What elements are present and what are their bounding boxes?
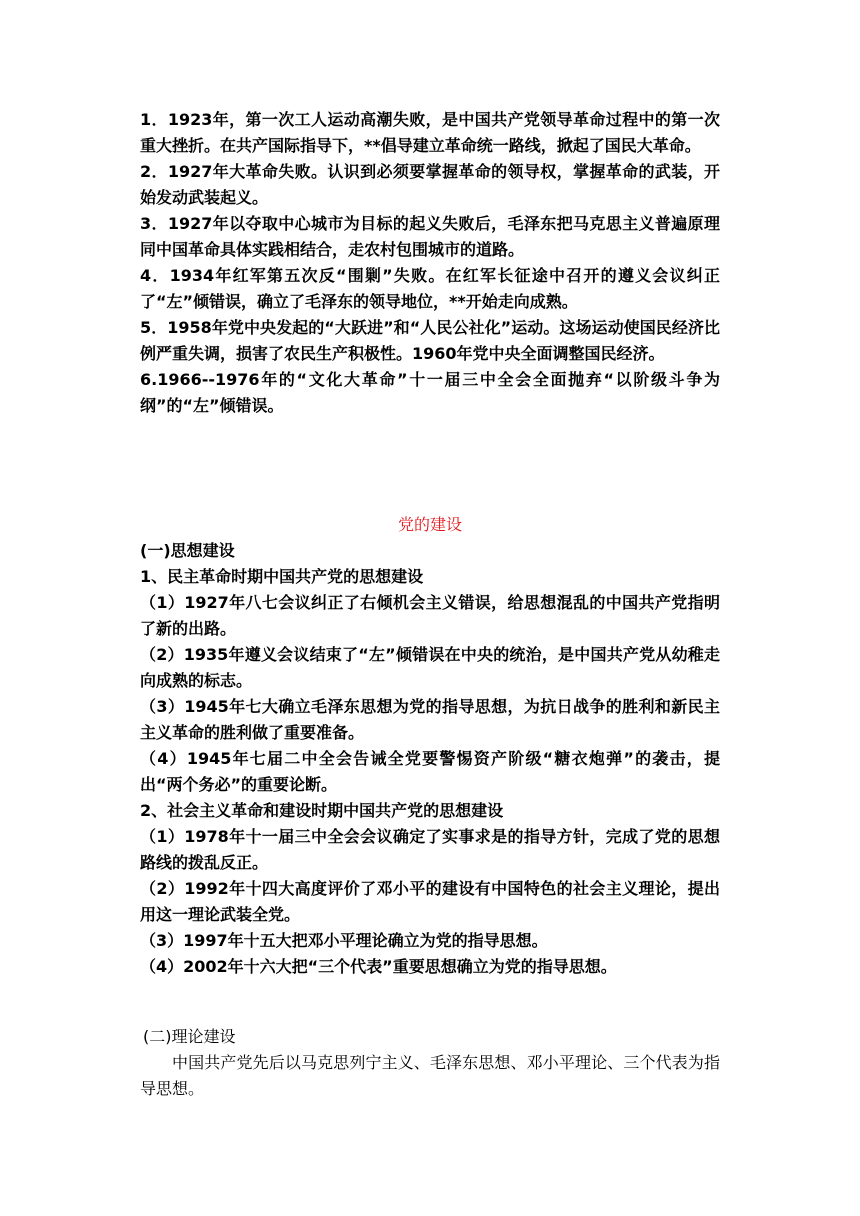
history-item-5: 5．1958年党中央发起的“大跃进”和“人民公社化”运动。这场运动使国民经济比例严重失调，损害了农民生产积极性。1960年党中央全面调整国民经济。 — [140, 318, 720, 363]
theory-section — [140, 1024, 720, 1102]
ideology-heading: (一)思想建设 — [140, 541, 235, 560]
history-list — [140, 107, 720, 419]
part1-item-1: （1）1927年八七会议纠正了右倾机会主义错误，给思想混乱的中国共产党指明了新的出路。 — [140, 593, 720, 638]
history-item-3: 3．1927年以夺取中心城市为目标的起义失败后，毛泽东把马克思主义普遍原理同中国革命具体实践相结合，走农村包围城市的道路。 — [140, 214, 720, 259]
section-title: 党的建设 — [397, 515, 462, 534]
history-item-6: 6.1966--1976年的“文化大革命”十一届三中全会全面抛弃“以阶级斗争为纲”的“左”倾错误。 — [140, 370, 720, 415]
part2-item-3: （3）1997年十五大把邓小平理论确立为党的指导思想。 — [140, 931, 548, 950]
theory-body: 中国共产党先后以马克思列宁主义、毛泽东思想、邓小平理论、三个代表为指导思想。 — [140, 1053, 720, 1098]
part2-item-2: （2）1992年十四大高度评价了邓小平的建设有中国特色的社会主义理论，提出用这一理论武装全党。 — [140, 879, 720, 924]
ideology-section — [140, 538, 720, 980]
part2-heading: 2、社会主义革命和建设时期中国共产党的思想建设 — [140, 801, 504, 820]
part1-heading: 1、民主革命时期中国共产党的思想建设 — [140, 567, 424, 586]
history-item-4: 4．1934年红军第五次反“围剿”失败。在红军长征途中召开的遵义会议纠正了“左”倾错误，确立了毛泽东的领导地位，**开始走向成熟。 — [140, 266, 720, 311]
part1-item-4: （4）1945年七届二中全会告诫全党要警惕资产阶级“糖衣炮弹”的袭击，提出“两个务必”的重要论断。 — [140, 749, 720, 794]
part1-item-2: （2）1935年遵义会议结束了“左”倾错误在中央的统治，是中国共产党从幼稚走向成熟的标志。 — [140, 645, 720, 690]
part1-item-3: （3）1945年七大确立毛泽东思想为党的指导思想，为抗日战争的胜利和新民主主义革命的胜利做了重要准备。 — [140, 697, 720, 742]
history-item-2: 2．1927年大革命失败。认识到必须要掌握革命的领导权，掌握革命的武装，开始发动武装起义。 — [140, 162, 720, 207]
part2-item-4: （4）2002年十六大把“三个代表”重要思想确立为党的指导思想。 — [140, 957, 617, 976]
theory-heading: (二)理论建设 — [143, 1027, 236, 1046]
history-item-1: 1．1923年，第一次工人运动高潮失败，是中国共产党领导革命过程中的第一次重大挫折。在共产国际指导下，**倡导建立革命统一路线，掀起了国民大革命。 — [140, 110, 720, 155]
part2-item-1: （1）1978年十一届三中全会会议确定了实事求是的指导方针，完成了党的思想路线的拨乱反正。 — [140, 827, 720, 872]
